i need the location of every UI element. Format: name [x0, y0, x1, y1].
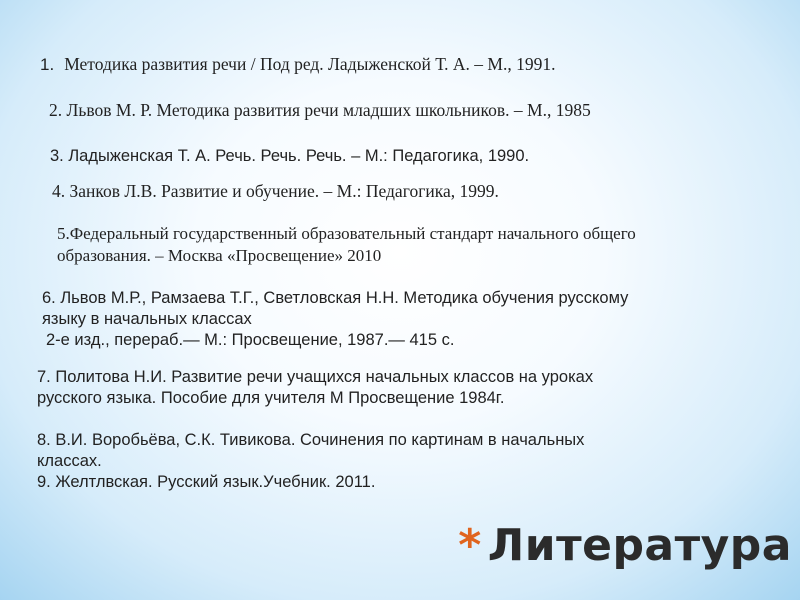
reference-4: 4. Занков Л.В. Развитие и обучение. – М.: Педагогика, 1999.	[52, 181, 499, 201]
reference-6	[42, 288, 628, 351]
reference-9: 9. Желтлвская. Русский язык.Учебник. 2011.	[37, 473, 376, 491]
reference-8-line-2: классах.	[37, 452, 102, 470]
reference-1-number: 1.	[40, 55, 55, 74]
reference-5-line-1: 5.Федеральный государственный образовательный стандарт начального общего	[57, 224, 636, 243]
reference-7-line-1: 7. Политова Н.И. Развитие речи учащихся начальных классов на уроках	[37, 368, 594, 386]
spacer	[37, 409, 593, 430]
reference-6-line-3: 2-е изд., перераб.— М.: Просвещение, 1987.— 415 с.	[46, 331, 455, 349]
reference-7-line-2: русского языка. Пособие для учителя М Просвещение 1984г.	[37, 389, 505, 407]
slide-title-text: Литература	[487, 520, 792, 571]
reference-7-to-9	[37, 367, 593, 493]
reference-1	[40, 54, 555, 75]
reference-5	[57, 223, 636, 267]
reference-3: 3. Ладыженская Т. А. Речь. Речь. Речь. – М.: Педагогика, 1990.	[50, 147, 530, 165]
reference-8-line-1: 8. В.И. Воробьёва, С.К. Тивикова. Сочинения по картинам в начальных	[37, 431, 585, 449]
reference-6-line-1: 6. Львов М.Р., Рамзаева Т.Г., Светловская Н.Н. Методика обучения русскому	[42, 289, 629, 307]
reference-5-line-2: образования. – Москва «Просвещение» 2010	[57, 246, 382, 265]
reference-2: 2. Львов М. Р. Методика развития речи младших школьников. – М., 1985	[49, 100, 591, 120]
star-bullet-icon: *	[458, 520, 482, 571]
reference-6-line-2: языку в начальных классах	[42, 310, 252, 328]
reference-1-text: Методика развития речи / Под ред. Ладыженской Т. А. – М., 1991.	[64, 54, 556, 74]
slide-title	[458, 520, 792, 571]
